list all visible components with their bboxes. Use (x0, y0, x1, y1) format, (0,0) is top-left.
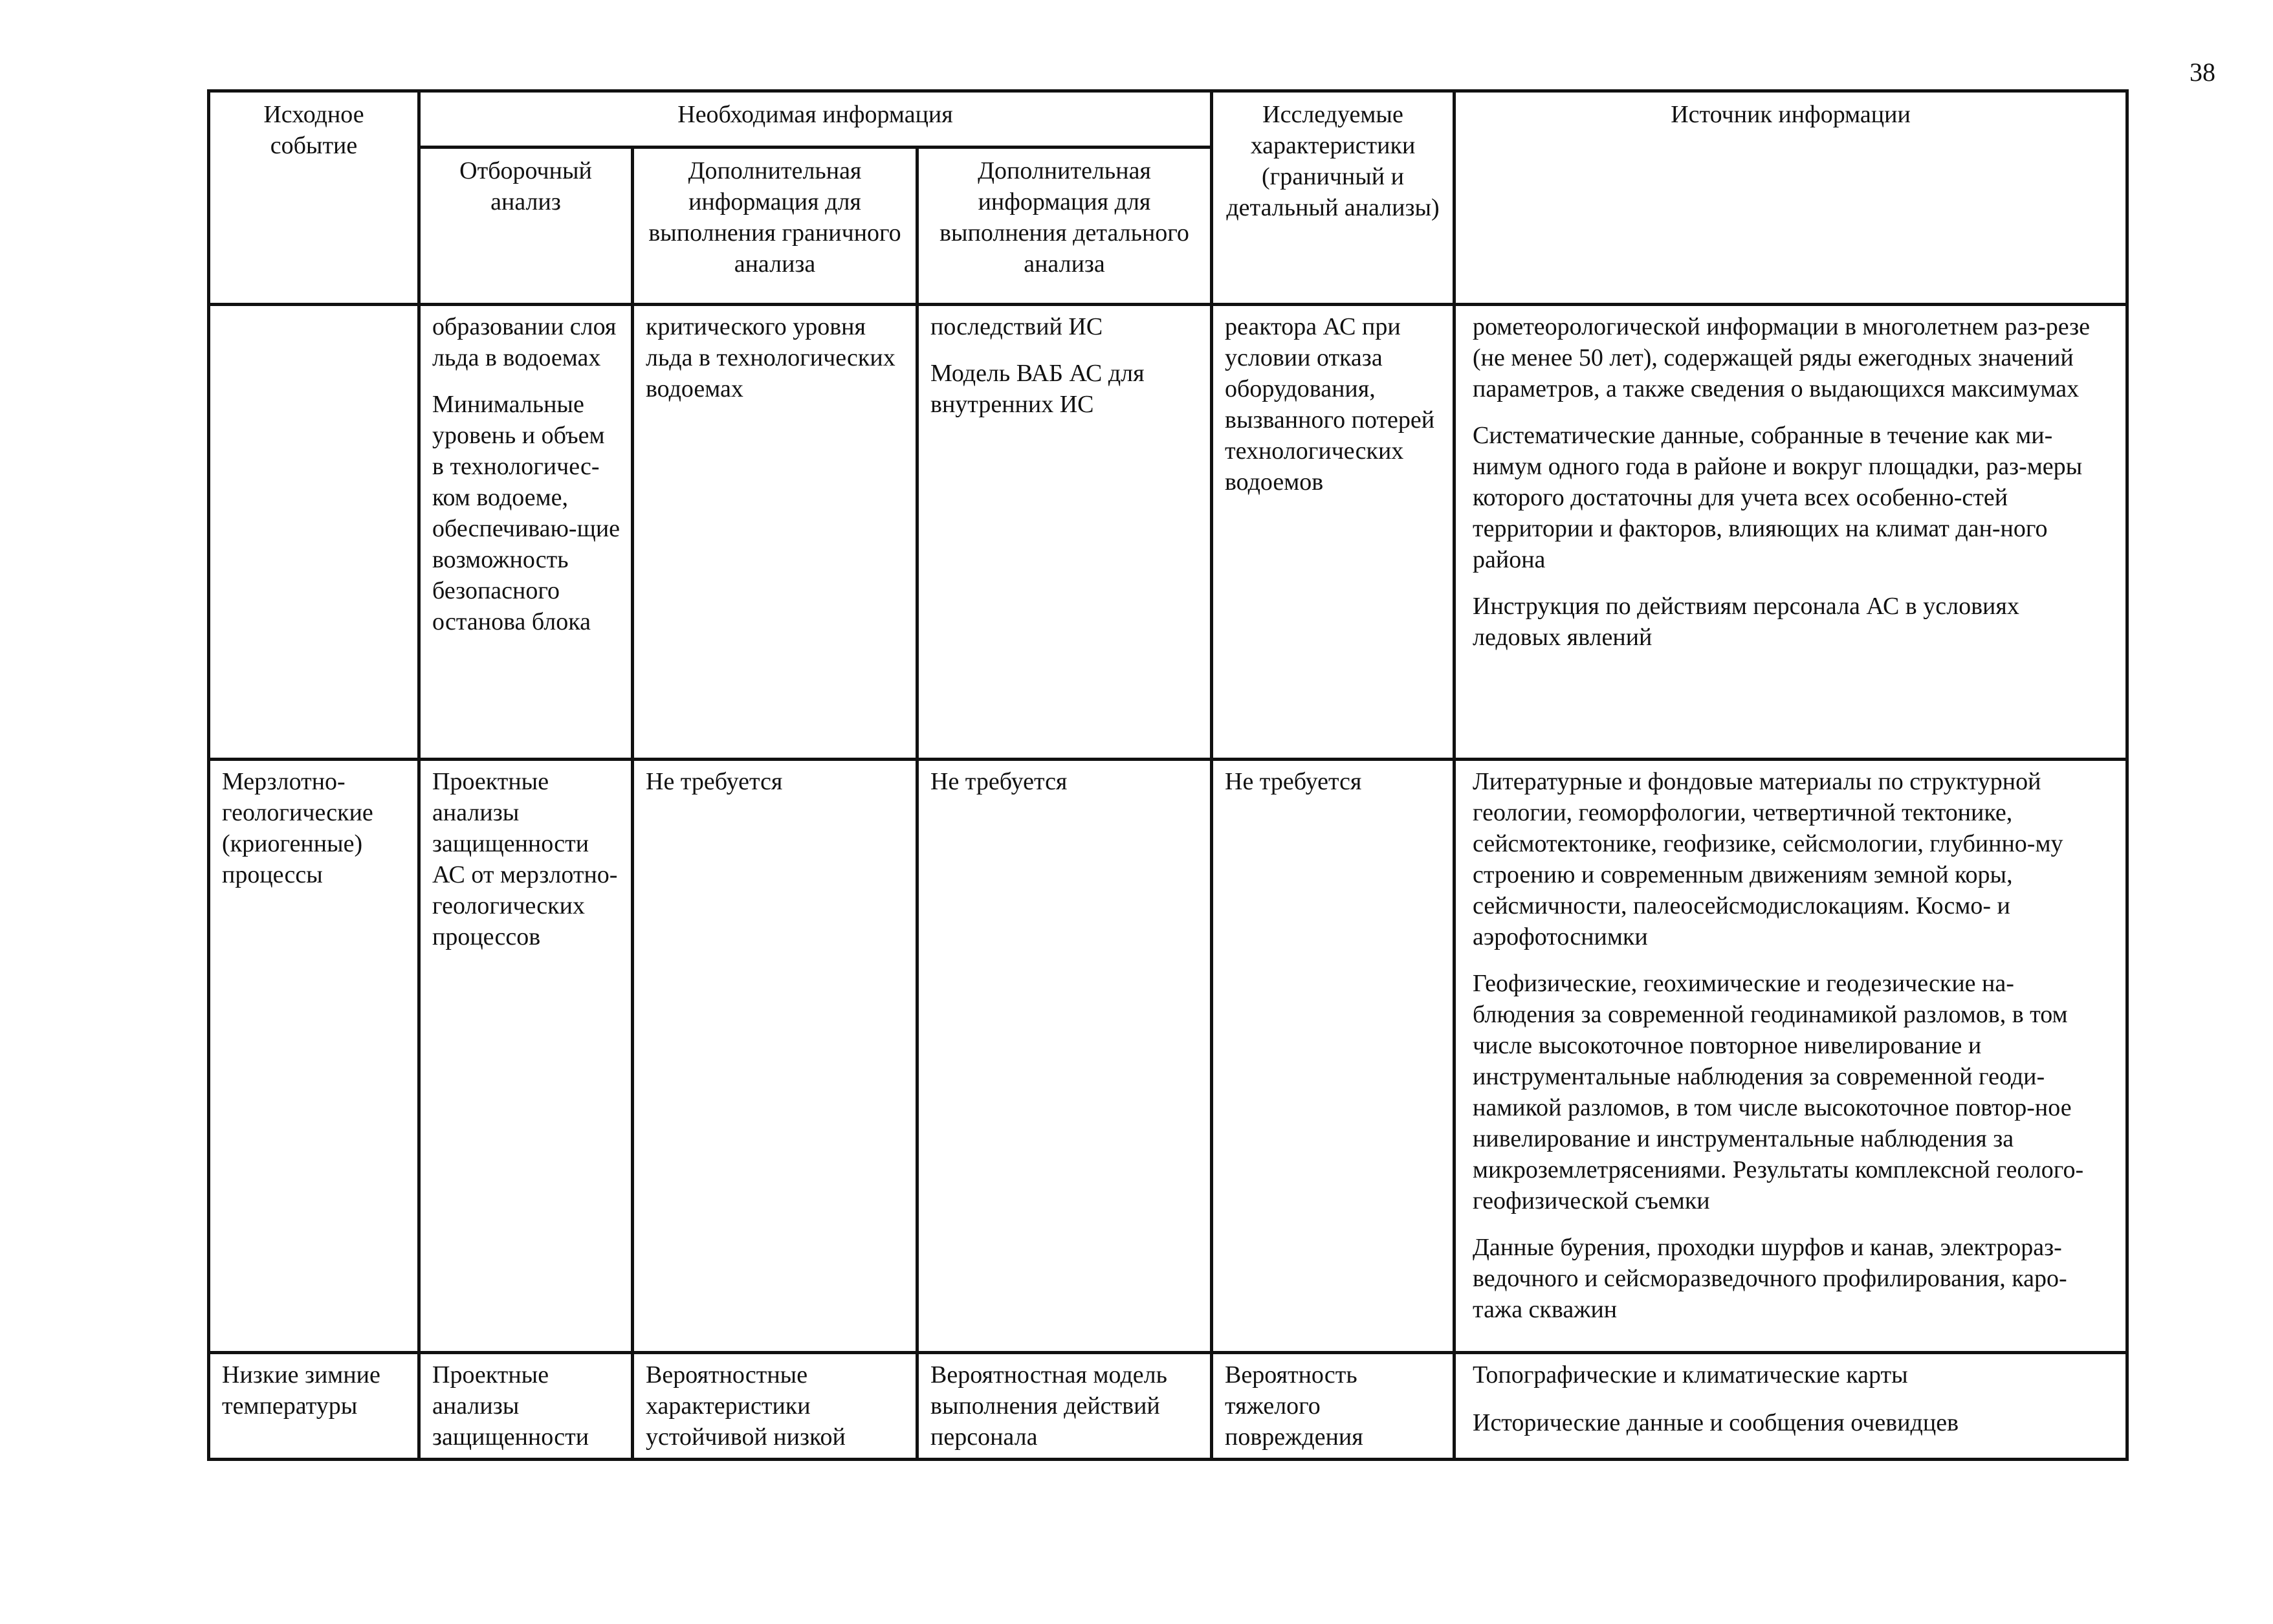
header-screening: Отборочный анализ (419, 148, 633, 305)
cell-paragraph: Инструкция по действиям персонала АС в условиях ледовых явлений (1473, 593, 2019, 651)
cell-paragraph: критического уровня льда в технологических водоемах (646, 313, 895, 402)
header-additional-detailed: Дополнительная информация для выполнения детального анализа (917, 148, 1212, 305)
header-info-source: Источник информации (1455, 91, 2127, 305)
cell-screening (419, 305, 633, 760)
page-number: 38 (2190, 58, 2215, 87)
cell-event (209, 305, 419, 760)
cell-sources (1455, 1353, 2127, 1460)
cell-boundary (633, 760, 917, 1353)
cell-paragraph: Топографические и климатические карты (1473, 1361, 1908, 1388)
cell-paragraph: Минимальные уровень и объем в технологичес-ком водоеме, обеспечиваю-щие возможность безопасного останова блока (432, 391, 620, 635)
cell-paragraph: последствий ИС (930, 313, 1103, 340)
cell-paragraph: Не требуется (1225, 768, 1362, 795)
cell-paragraph: Геофизические, геохимические и геодезические на-блюдения за современной геодинамикой разломов, в том числе высокоточное повторное нивелирование и инструментальные наблюдения за современной геоди-намикой разломов, в том числе высокоточное повтор-ное нивелирование и инструментальные наблюдения за микроземлетрясениями. Результаты комплексной геолого-геофизической съемки (1473, 970, 2084, 1214)
cell-paragraph: Вероятностные характеристики устойчивой низкой (646, 1361, 846, 1451)
table-row (209, 1353, 2127, 1460)
information-table (207, 89, 2129, 1461)
table-row (209, 760, 2127, 1353)
cell-paragraph: Модель ВАБ АС для внутренних ИС (930, 360, 1145, 418)
cell-event: Низкие зимние температуры (209, 1353, 419, 1460)
cell-screening (419, 760, 633, 1353)
cell-event: Мерзлотно-геологические (криогенные) процессы (209, 760, 419, 1353)
cell-sources (1455, 760, 2127, 1353)
cell-characteristics (1212, 760, 1455, 1353)
cell-boundary (633, 1353, 917, 1460)
cell-paragraph: рометеорологической информации в многолетнем раз-резе (не менее 50 лет), содержащей ряды ежегодных значений параметров, а также сведения о выдающихся максимумах (1473, 313, 2090, 402)
cell-paragraph: Данные бурения, проходки шурфов и канав, электрораз-ведочного и сейсморазведочного профилирования, каро-тажа скважин (1473, 1234, 2067, 1323)
cell-paragraph: Проектные анализы защищенности АС от мерзлотно-геологических процессов (432, 768, 618, 950)
cell-sources (1455, 305, 2127, 760)
cell-paragraph: Систематические данные, собранные в течение как ми-нимум одного года в районе и вокруг площадки, раз-меры которого достаточны для учета всех особенно-стей территории и факторов, влияющих на климат дан-ного района (1473, 422, 2083, 573)
cell-paragraph: Вероятностная модель выполнения действий персонала (930, 1361, 1167, 1451)
cell-screening (419, 1353, 633, 1460)
cell-detailed (917, 1353, 1212, 1460)
cell-paragraph: Литературные и фондовые материалы по структурной геологии, геоморфологии, четвертичной тектонике, сейсмотектонике, геофизике, сейсмологии, глубинно-му строению и современным движениям земной коры, сейсмичности, палеосейсмодислокациям. Космо- и аэрофотоснимки (1473, 768, 2063, 950)
cell-boundary (633, 305, 917, 760)
header-initial-event: Исходное событие (209, 91, 419, 305)
header-additional-boundary: Дополнительная информация для выполнения граничного анализа (633, 148, 917, 305)
cell-paragraph: реактора АС при условии отказа оборудования, вызванного потерей технологических водоемов (1225, 313, 1435, 496)
header-required-info: Необходимая информация (419, 91, 1212, 148)
cell-paragraph: образовании слоя льда в водоемах (432, 313, 617, 371)
cell-paragraph: Не требуется (646, 768, 783, 795)
cell-paragraph: Исторические данные и сообщения очевидцев (1473, 1409, 1959, 1436)
header-studied-characteristics: Исследуемые характеристики (граничный и детальный анализы) (1212, 91, 1455, 305)
cell-detailed (917, 305, 1212, 760)
cell-characteristics (1212, 305, 1455, 760)
cell-paragraph: Проектные анализы защищенности (432, 1361, 589, 1451)
table-row (209, 305, 2127, 760)
cell-characteristics (1212, 1353, 1455, 1460)
cell-paragraph: Не требуется (930, 768, 1068, 795)
cell-paragraph: Вероятность тяжелого повреждения (1225, 1361, 1363, 1451)
cell-detailed (917, 760, 1212, 1353)
